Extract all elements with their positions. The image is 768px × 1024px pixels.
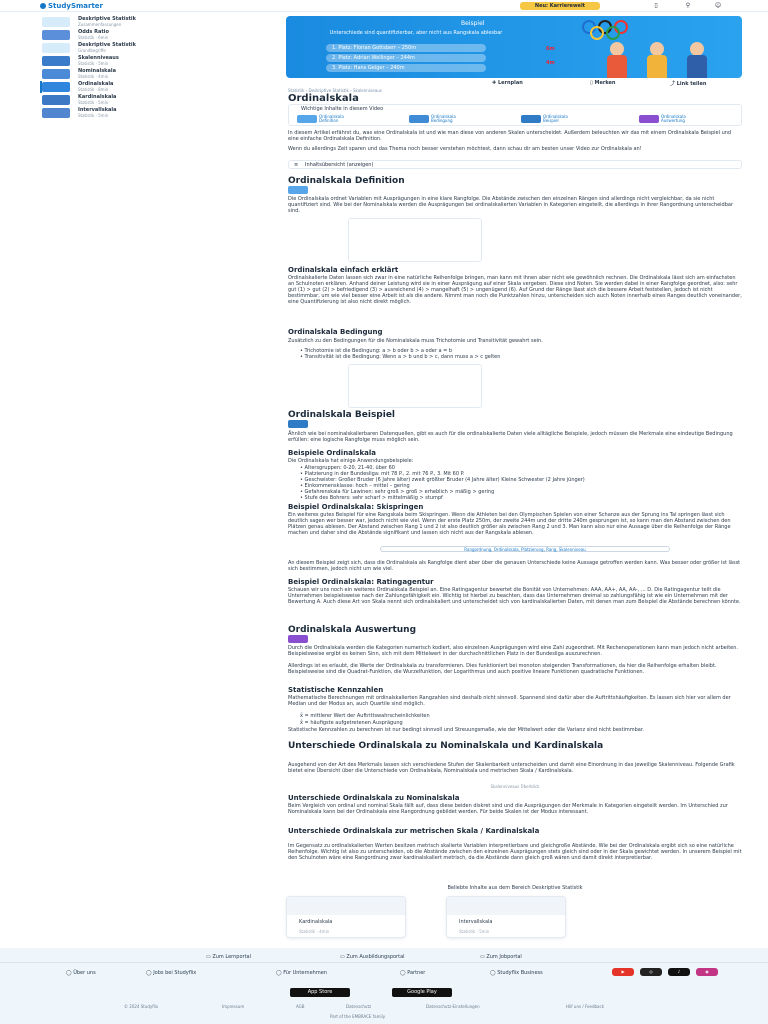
- sidebar-item-sub: Statistik · 5min: [78, 61, 109, 66]
- video-thumb[interactable]: [521, 115, 541, 123]
- video-link[interactable]: Ordinalskala Auswertung: [661, 114, 686, 123]
- list-item-text: Altersgruppen: 0-20, 21-40, über 60: [304, 465, 395, 471]
- paragraph: Ähnlich wie bei nominalskalierbaren Datenquellen, gibt es auch für die ordinalskalierte Daten viele alltägliche Beispiele, jedoch müssen die Merkmale eine eindeutige Bedingung erfüllen: eine logische Rangfolge muss möglich sein.: [288, 431, 733, 443]
- footer-link-label: Zum Jobportal: [486, 954, 522, 960]
- page-title: Ordinalskala: [288, 93, 359, 104]
- card-title: Intervallskala: [459, 919, 493, 925]
- image-placeholder: [348, 218, 482, 262]
- video-thumb[interactable]: [297, 115, 317, 123]
- list-item: • Stufe des Bohrers: sehr scharf > mittelmäßig > stumpf: [300, 495, 443, 501]
- sidebar-item-sub: Grundbegriffe: [78, 48, 106, 53]
- sidebar-item-title: Odds Ratio: [78, 29, 109, 35]
- thumbnail: [42, 30, 70, 40]
- list-icon: ≡: [294, 162, 299, 168]
- list-item: • Einkommensklasse: hoch – mittel – gering: [300, 483, 410, 489]
- paragraph: Die Ordinalskala ordnet Variablen mit Ausprägungen in eine klare Rangfolge. Die Abstände zwischen den einzelnen Rängen sind allerdings nicht vergleichbar, da sie nicht quantifiziert sind. Wie bei der Nominalskala werden die Ausprägungen bei ordinalskalierten Variablen in Kategorien eingeteilt, die allerdings in ihrer Rangordnung unterscheidbar sind.: [288, 196, 734, 214]
- distance-label: 6m: [546, 46, 555, 52]
- sidebar-item-sub: Statistik · 5min: [78, 113, 109, 118]
- athletes-illustration: [586, 38, 736, 78]
- place-2: 2. Platz: Adrian Wellinger – 244m: [326, 54, 486, 62]
- list-item-text: Geschwister: Großer Bruder (6 Jahre älter) zweit größter Bruder (4 Jahre älter) Kleine Schwester (2 Jahre jünger): [304, 477, 585, 483]
- youtube-icon[interactable]: ▶: [612, 968, 634, 976]
- card-image: [287, 897, 405, 915]
- list-item: • Transitivität ist die Bedingung: Wenn a > b und b > c, dann muss a > c gelten: [300, 354, 501, 360]
- sidebar-item-title: Kardinalskala: [78, 94, 117, 100]
- section-heading: Ordinalskala Beispiel: [288, 410, 396, 420]
- footer-link[interactable]: ▭ Zum Ausbildungsportal: [340, 954, 405, 960]
- section-heading: Ordinalskala Definition: [288, 176, 405, 186]
- footer-link[interactable]: ▭ Zum Jobportal: [480, 954, 522, 960]
- career-button[interactable]: Neu: Karrierewelt: [520, 2, 600, 10]
- section-heading: Statistische Kennzahlen: [288, 686, 384, 694]
- banner-text: Unterschiede sind quantifizierbar, aber nicht aus Rangskala ablesbar: [329, 30, 503, 36]
- footer-link[interactable]: ◯ Über uns: [66, 970, 96, 976]
- paragraph: Ein weiteres gutes Beispiel für eine Rangskala beim Skispringen. Wenn die Athleten bei den Olympischen Spielen von einer Schanze aus der Sprung ins Tal springen lässt sich deutlich sagen wer besser war, jedoch nicht wie viel. Wenn der erste Platz 250m, der zweite 244m und der dritte 240m gesprungen ist, so kann man den Abstand zwischen den Plätzen genau ablesen. Der Abstand zwischen Rang 1 und 2 ist also deutlich größer als zwischen Rang 2 und 3. Man kann also nur eine Aussage über die Reihenfolge der Ränge machen und daher sind die Abstände signifikant und lassen sich nicht aus der Rangskala ablesen.: [288, 512, 731, 536]
- sidebar-item-sub: Statistik · 5min: [78, 100, 109, 105]
- video-row[interactable]: [288, 420, 742, 430]
- learnplan-button[interactable]: ✚ Lernplan: [492, 80, 523, 86]
- paragraph: Ausgehend von der Art des Merkmals lassen sich verschiedene Stufen der Skalenbarkeit unterscheiden und damit eine Einordnung in das jeweilige Skalenniveau. Folgende Grafik bietet eine Übersicht über die Unterschiede von Ordinalskala, Nominalskala und metrischen Skala / Kardinalskala.: [288, 762, 735, 774]
- sidebar-item-active[interactable]: [42, 81, 262, 93]
- learnplan-label: Lernplan: [497, 80, 523, 86]
- footer-link-label: Zum Lernportal: [212, 954, 251, 960]
- paragraph: Beim Vergleich von ordinal und nominal Skala fällt auf, dass diese beiden diskret sind und die Ausprägungen der Merkmale in Kategorien eingeteilt werden. Im Unterschied zur Nominalskala kann bei der Ordinalskala eine Rangordnung gebildet werden. Für beide Skalen ist der Modus interessant.: [288, 803, 728, 815]
- thumbnail: [42, 82, 70, 92]
- paragraph: Schauen wir uns noch ein weiteres Ordinalskala Beispiel an. Eine Ratingagentur bewertet die Bonität von Unternehmen: AAA, AA+, AA, AA-, ... D. Die Ratingagentur teilt die Unternehmen beispielsweise nach der Zahlungsfähigkeit ein. Wichtig ist hierbei zu beachten, dass das Unternehmen dreimal so zahlungsfähig ist wie ein Unternehmen mit der Bewertung A. Auch diese Art von Skala nennt sich ordinalskaliert und unterscheidet sich von kardinalskalierten Daten, mit denen man zum Beispiel die Abstände berechnen könnte.: [288, 587, 741, 605]
- section-heading: Ordinalskala Auswertung: [288, 625, 417, 635]
- related-card[interactable]: [446, 896, 566, 938]
- footer-bottom-link[interactable]: Datenschutz: [346, 1004, 372, 1009]
- copyright: © 2024 Studyflix: [124, 1004, 159, 1009]
- list-item-text: Platzierung in der Bundesliga: mit 78 P., 2. mit 76 P., 3. Mit 60 P.: [304, 471, 465, 477]
- sidebar-item[interactable]: [42, 68, 262, 80]
- card-meta: Statistik · 5min: [459, 929, 490, 934]
- paragraph: Im Gegensatz zu ordinalskalierten Werten besitzen metrisch skalierte Variablen interpretierbare und gleichgroße Abstände. Wie bei der Ordinalskala ergibt sich so eine natürliche Reihenfolge. Wichtig ist also zu unterscheiden, ob die Abstände zwischen den einzelnen Ausprägungen stets gleich sind oder in der Skala gewichtet werden. In unserem Beispiel mit den Schulnoten wäre eine Rangordnung zwar kardinalskaliert metrisch, da die Abstände dann gleich groß wären und damit direkt interpretierbar.: [288, 843, 742, 861]
- image-caption: Skalenniveaus Überblick: [490, 784, 540, 789]
- video-link[interactable]: Ordinalskala Definition: [319, 114, 344, 123]
- sidebar-item[interactable]: [42, 29, 262, 41]
- share-label: Link teilen: [676, 81, 707, 87]
- paragraph: Die Ordinalskala hat einige Anwendungsbeispiele:: [288, 458, 414, 464]
- video-toc: [288, 104, 742, 126]
- sidebar-item-title: Intervallskala: [78, 107, 117, 113]
- share-button[interactable]: ⤴ Link teilen: [670, 81, 707, 87]
- paragraph: Mathematische Berechnungen mit ordinalskalierten Rangzahlen sind deshalb nicht sinnvoll. Spannend sind dafür aber die Auftrittshäufigkeiten. Es lassen sich hier vor allem der Median und der Modus an, auch Quartile sind möglich.: [288, 695, 731, 707]
- sidebar-item-title: Deskriptive Statistik: [78, 16, 136, 22]
- toc-toggle[interactable]: [288, 160, 742, 169]
- footer-link-label: Partner: [407, 970, 426, 976]
- sidebar-item[interactable]: [42, 55, 262, 67]
- tag-chip[interactable]: Rangordnung, Ordinalskala, Platzierung, Rang, Skalenniveau: [380, 546, 670, 552]
- video-thumb: [288, 420, 308, 428]
- footer-link[interactable]: ◯ Für Unternehmen: [276, 970, 327, 976]
- list-item: • Gefahrenskala für Lawinen: sehr groß > groß > erheblich > mäßig > gering: [300, 489, 495, 495]
- card-meta: Statistik · 4min: [299, 929, 330, 934]
- video-banner[interactable]: [286, 16, 742, 78]
- video-link[interactable]: Ordinalskala Bedingung: [431, 114, 456, 123]
- sidebar-item-title: Ordinalskala: [78, 81, 114, 87]
- footer-divider: [0, 962, 768, 963]
- intro-paragraph-2: Wenn du allerdings Zeit sparen und das Thema noch besser verstehen möchtest, dann schau dir am besten unser Video zur Ordinalskala an!: [288, 146, 642, 152]
- list-item: • Trichotomie ist die Bedingung: a > b oder b > a oder a = b: [300, 348, 453, 354]
- thumbnail: [42, 69, 70, 79]
- logo-text: StudySmarter: [48, 2, 104, 10]
- google-play-button[interactable]: Google Play: [392, 988, 452, 997]
- video-row[interactable]: [288, 186, 742, 196]
- list-item: • Altersgruppen: 0-20, 21-40, über 60: [300, 465, 395, 471]
- thumbnail: [42, 95, 70, 105]
- video-thumb: [288, 186, 308, 194]
- video-thumb[interactable]: [409, 115, 429, 123]
- section-heading: Unterschiede Ordinalskala zu Nominalskala und Kardinalskala: [288, 741, 604, 751]
- related-card[interactable]: [286, 896, 406, 938]
- user-icon[interactable]: ☺: [714, 2, 722, 9]
- list-item-text: Transitivität ist die Bedingung: Wenn a > b und b > c, dann muss a > c gelten: [304, 354, 501, 360]
- video-link[interactable]: Ordinalskala Beispiel: [543, 114, 568, 123]
- section-heading: Unterschiede Ordinalskala zur metrischen Skala / Kardinalskala: [288, 827, 540, 835]
- paragraph: Statistische Kennzahlen zu berechnen ist nur bedingt sinnvoll und Streuungsmaße, wie der Mittelwert oder die Varianz sind nicht bestimmbar.: [288, 727, 645, 733]
- sidebar: [36, 16, 262, 120]
- logo-icon: [40, 3, 46, 9]
- paragraph: An diesem Beispiel zeigt sich, dass die Ordinalskala als Rangfolge dient aber über die genauen Unterschiede keine Aussage getroffen werden kann. Was besser oder größer ist lässt sich bestimmen, jedoch nicht um wie viel.: [288, 560, 741, 572]
- footer-link-label: Für Unternehmen: [283, 970, 327, 976]
- instagram-icon[interactable]: ◎: [640, 968, 662, 976]
- footer-bottom-link[interactable]: Datenschutz-Einstellungen: [426, 1004, 480, 1009]
- banner-title: Beispiel: [461, 20, 485, 27]
- list-item: • Geschwister: Großer Bruder (6 Jahre älter) zweit größter Bruder (4 Jahre älter) Kleine Schwester (2 Jahre jünger): [300, 477, 585, 483]
- breadcrumb[interactable]: Statistik › Deskriptive Statistik › Skalenniveaus: [288, 88, 382, 93]
- list-item-text: Einkommensklasse: hoch – mittel – gering: [304, 483, 410, 489]
- toc-toggle-label: Inhaltsübersicht (anzeigen): [305, 162, 374, 168]
- section-heading: Beispiele Ordinalskala: [288, 449, 376, 457]
- tiktok-icon[interactable]: ♪: [668, 968, 690, 976]
- instagram-icon[interactable]: ◉: [696, 968, 718, 976]
- paragraph: Durch die Ordinalskala werden die Kategorien numerisch kodiert, also einzelnen Ausprägungen wird eine Zahl zugeordnet. Mit Rechenoperationen kann man jedoch nicht arbeiten. Beispielsweise ergibt es keinen Sinn, sich mit dem Mittelwert in der durchschnittlichen Platz in der Bundesliga auszurechnen.: [288, 645, 739, 657]
- footer-link[interactable]: ▭ Zum Lernportal: [206, 954, 251, 960]
- thumbnail: [42, 108, 70, 118]
- list-item-text: mittlerer Wert der Auftrittswahrscheinlichkeiten: [310, 713, 430, 719]
- footer-link-label: Studyflix Business: [497, 970, 543, 976]
- footer-bottom-link[interactable]: Impressum: [222, 1004, 245, 1009]
- olympic-rings-icon: [582, 20, 732, 38]
- thumbnail: [42, 56, 70, 66]
- video-thumb: [288, 635, 308, 643]
- place-1: 1. Platz: Florian Gottsberr – 250m: [326, 44, 486, 52]
- sidebar-item[interactable]: [42, 94, 262, 106]
- sidebar-item-sub: Statistik · 4min: [78, 74, 109, 79]
- app-store-button[interactable]: App Store: [290, 988, 350, 997]
- thumbnail: [42, 43, 70, 53]
- video-toc-label: Wichtige Inhalte in diesem Video: [301, 106, 384, 112]
- footer-link[interactable]: ◯ Partner: [400, 970, 426, 976]
- list-item: x̂ = häufigste aufgetretenen Ausprägung: [300, 720, 403, 726]
- sidebar-item[interactable]: [42, 107, 262, 119]
- footer-bottom-link[interactable]: Hilf uns / Feedback: [566, 1004, 605, 1009]
- thumbnail: [42, 17, 70, 27]
- footer-link-label: Jobs bei Studyflix: [153, 970, 197, 976]
- footer-bottom-link[interactable]: AGB: [296, 1004, 305, 1009]
- sidebar-item[interactable]: [42, 16, 262, 28]
- list-item-text: Trichotomie ist die Bedingung: a > b oder b > a oder a = b: [304, 348, 453, 354]
- sidebar-item-sub: Statistik · 6min: [78, 35, 109, 40]
- section-heading: Unterschiede Ordinalskala zu Nominalskala: [288, 794, 460, 802]
- related-title: Beliebte Inhalte aus dem Bereich Deskriptive Statistik: [447, 885, 583, 891]
- image-placeholder: [348, 364, 482, 408]
- place-3: 3. Platz: Hans Geiger – 240m: [326, 64, 486, 72]
- action-bar: [470, 80, 742, 88]
- search-icon[interactable]: ⚲: [685, 2, 691, 9]
- section-heading: Beispiel Ordinalskala: Skispringen: [288, 503, 424, 511]
- sidebar-item-sub: Zusammenfassungen: [78, 22, 122, 27]
- list-item-text: Stufe des Bohrers: sehr scharf > mittelmäßig > stumpf: [304, 495, 443, 501]
- section-heading: Ordinalskala Bedingung: [288, 328, 383, 336]
- card-image: [447, 897, 565, 915]
- footer: [0, 948, 768, 1024]
- sidebar-item-title: Skalenniveaus: [78, 55, 119, 61]
- footer-link-label: Über uns: [73, 970, 96, 976]
- remember-button[interactable]: ▯ Merken: [590, 80, 616, 86]
- list-item: • Platzierung in der Bundesliga: mit 78 P., 2. mit 76 P., 3. Mit 60 P.: [300, 471, 465, 477]
- paragraph: Zusätzlich zu den Bedingungen für die Nominalskala muss Trichotomie und Transitivität gewahrt sein.: [288, 338, 543, 344]
- section-heading: Ordinalskala einfach erklärt: [288, 266, 399, 274]
- top-bar: [0, 0, 768, 12]
- paragraph: Allerdings ist es erlaubt, die Werte der Ordinalskala zu transformieren. Dies funktioniert bei monoton steigenden Transformationen, da hier die Reihenfolge erhalten bleibt. Beispielsweise sind die Quadrat-Funktion, die Wurzelfunktion, der Logarithmus und auch positive lineare Funktionen quadratische Funktionen.: [288, 663, 717, 675]
- embrace-note: Part of the EMBRACE family: [330, 1014, 386, 1019]
- section-heading: Beispiel Ordinalskala: Ratingagentur: [288, 578, 434, 586]
- sidebar-item-title: Nominalskala: [78, 68, 116, 74]
- list-item: x̃ = mittlerer Wert der Auftrittswahrscheinlichkeiten: [300, 713, 430, 719]
- footer-link[interactable]: ◯ Studyflix Business: [490, 970, 543, 976]
- paragraph: Ordinalskalierte Daten lassen sich zwar in eine natürliche Reihenfolge bringen, man kann mit ihnen aber nicht wie gewöhnlich rechnen. Die Ordinalskala lässt sich am einfachsten an Schulnoten erklären. Anhand deiner Leistung wird sie in einer Ausprägung auf einer Skala vergeben. Diese sind Noten. Sie werden dabei in einer Rangfolge geordnet, also: sehr gut (1) > gut (2) > befriedigend (3) > ausreichend (4) > mangelhaft (5) > ungenügend (6). Auf Grund der Ränge lässt sich die bessere Arbeit feststellen, jedoch ist nicht bestimmbar, um wie viel besser eine Arbeit ist als die andere. Nimmt man noch die Punktzahlen hinzu, unterscheiden sich auch Noten innerhalb eines Ranges deutlich voneinander, eine Quantifizierung ist also nicht direkt möglich.: [288, 275, 742, 305]
- distance-label: 4m: [546, 60, 555, 66]
- video-row[interactable]: [288, 635, 742, 645]
- remember-label: Merken: [594, 80, 616, 86]
- card-title: Kardinalskala: [299, 919, 333, 925]
- sidebar-item-sub: Statistik · 8min: [78, 87, 109, 92]
- list-item-text: häufigste aufgetretenen Ausprägung: [310, 720, 403, 726]
- sidebar-item-title: Deskriptive Statistik: [78, 42, 136, 48]
- list-item-text: Gefahrenskala für Lawinen: sehr groß > groß > erheblich > mäßig > gering: [304, 489, 495, 495]
- sidebar-item[interactable]: [42, 42, 262, 54]
- footer-link[interactable]: ◯ Jobs bei Studyflix: [146, 970, 197, 976]
- site-logo[interactable]: [40, 2, 103, 10]
- bookmark-icon[interactable]: ▯: [654, 2, 658, 9]
- intro-paragraph: In diesem Artikel erfährst du, was eine Ordinalskala ist und wie man diese von anderen Skalen unterscheidet. Außerdem beleuchten wir das mit einem Ordinalskala Beispiel und eine einfache Ordinalskala Definition.: [288, 130, 732, 142]
- footer-link-label: Zum Ausbildungsportal: [346, 954, 405, 960]
- video-thumb[interactable]: [639, 115, 659, 123]
